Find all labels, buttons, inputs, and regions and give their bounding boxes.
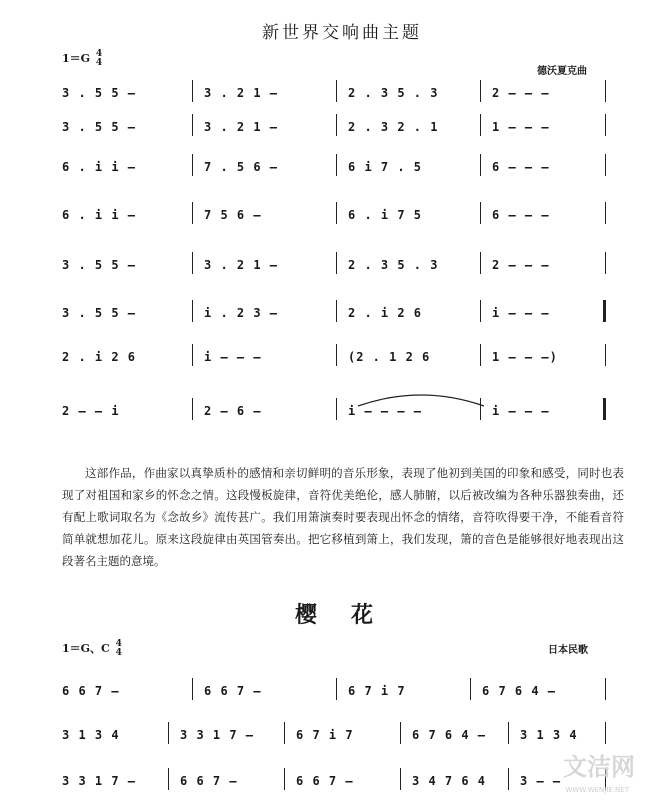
- barline: [336, 154, 337, 176]
- time-signature: 4 4: [95, 49, 103, 68]
- barline: [284, 722, 285, 744]
- measure-notes: 6 6 7 –: [296, 774, 354, 788]
- measure-notes: 6 . i i –: [62, 160, 137, 174]
- measure-notes: 3 – –: [520, 774, 562, 788]
- measure-notes: 3 3 1 7 –: [62, 774, 137, 788]
- barline: [336, 252, 337, 274]
- measure-notes: 2 . 3 5 . 3: [348, 258, 439, 272]
- piece-title: 新世界交响曲主题: [262, 23, 422, 43]
- measure-notes: 2 – – –: [492, 86, 550, 100]
- barline-end: [605, 344, 606, 366]
- barline: [168, 768, 169, 790]
- measure-notes: 2 . 3 2 . 1: [348, 120, 439, 134]
- barline: [508, 768, 509, 790]
- piece-title-2: 樱花: [295, 602, 408, 628]
- measure-notes: 6 6 7 –: [62, 684, 120, 698]
- slur-arc: [356, 390, 486, 408]
- measure-notes: 1 – – –: [492, 120, 550, 134]
- score-row: [52, 766, 606, 796]
- score-row: [52, 78, 606, 108]
- measure-notes: 2 – – i: [62, 404, 120, 418]
- key-signature-2: [62, 640, 122, 658]
- measure-notes: 6 – – –: [492, 208, 550, 222]
- score-row: [52, 342, 606, 372]
- barline-end: [605, 678, 606, 700]
- score-row: [52, 720, 606, 750]
- measure-notes: 3 1 3 4: [62, 728, 120, 742]
- barline: [480, 300, 481, 322]
- barline-end: [605, 252, 606, 274]
- measure-notes: 3 . 5 5 –: [62, 258, 137, 272]
- barline: [336, 114, 337, 136]
- key-signature: [62, 50, 102, 68]
- commentary-text: 这部作品，作曲家以真挚质朴的感情和亲切鲜明的音乐形象，表现了他初到美国的印象和感受，同时也表现了对祖国和家乡的怀念之情。这段慢板旋律，音符优美绝伦，感人肺腑，以后被改编为各种乐器独奏曲，还有配上歌词取名为《念故乡》流传甚广。我们用箫演奏时要表现出怀念的情绪，音符吹得要干净，不能看音符简单就想加花儿。原来这段旋律由英国管奏出。把它移植到箫上，我们发现，箫的音色是能够很好地表现出这段著名主题的意境。: [62, 466, 624, 568]
- barline: [192, 678, 193, 700]
- barline: [192, 344, 193, 366]
- barline: [336, 202, 337, 224]
- barline: [480, 114, 481, 136]
- measure-notes: i – – –: [204, 350, 262, 364]
- barline: [480, 252, 481, 274]
- watermark-sub: WWW.WENJIE.NET: [565, 786, 629, 794]
- barline: [192, 114, 193, 136]
- measure-notes: 3 3 1 7 –: [180, 728, 255, 742]
- measure-notes: 6 6 7 –: [204, 684, 262, 698]
- measure-notes: 3 . 2 1 –: [204, 86, 279, 100]
- barline-end: [605, 80, 606, 102]
- score-row: [52, 396, 606, 426]
- measure-notes: i – – –: [492, 404, 550, 418]
- barline: [400, 768, 401, 790]
- score-row: [52, 298, 606, 328]
- barline: [192, 252, 193, 274]
- barline: [400, 722, 401, 744]
- composer-credit-2: 日本民歌: [548, 645, 588, 656]
- barline: [480, 202, 481, 224]
- barline: [192, 398, 193, 420]
- barline: [480, 344, 481, 366]
- measure-notes: 2 . 3 5 . 3: [348, 86, 439, 100]
- measure-notes: 3 . 5 5 –: [62, 120, 137, 134]
- barline: [336, 80, 337, 102]
- key-text-2: 1＝G、C: [62, 642, 110, 655]
- measure-notes: 6 . i i –: [62, 208, 137, 222]
- score-row: [52, 676, 606, 706]
- barline-end: [605, 114, 606, 136]
- barline: [336, 344, 337, 366]
- measure-notes: 2 . i 2 6: [348, 306, 423, 320]
- key-text: 1＝G: [62, 52, 91, 65]
- barline: [192, 202, 193, 224]
- measure-notes: 3 . 2 1 –: [204, 258, 279, 272]
- measure-notes: 3 1 3 4: [520, 728, 578, 742]
- barline-end: [603, 398, 606, 420]
- time-signature-2: 4 4: [115, 639, 122, 658]
- barline-end: [605, 154, 606, 176]
- barline: [336, 300, 337, 322]
- measure-notes: 3 . 2 1 –: [204, 120, 279, 134]
- barline: [284, 768, 285, 790]
- measure-notes: 3 4 7 6 4: [412, 774, 487, 788]
- barline-end: [603, 300, 606, 322]
- barline-end: [605, 722, 606, 744]
- measure-notes: 7 . 5 6 –: [204, 160, 279, 174]
- measure-notes: 6 i 7 . 5: [348, 160, 423, 174]
- measure-notes: 6 – – –: [492, 160, 550, 174]
- barline: [508, 722, 509, 744]
- score-row: [52, 112, 606, 142]
- measure-notes: i . 2 3 –: [204, 306, 279, 320]
- measure-notes: 2 – – –: [492, 258, 550, 272]
- barline: [192, 80, 193, 102]
- measure-notes: 6 . i 7 5: [348, 208, 423, 222]
- barline: [336, 398, 337, 420]
- measure-notes: i – – –: [492, 306, 550, 320]
- measure-notes: 2 – 6 –: [204, 404, 262, 418]
- barline: [168, 722, 169, 744]
- measure-notes: 6 7 6 4 –: [412, 728, 487, 742]
- composer-credit: 德沃夏克曲: [537, 66, 587, 77]
- score-row: [52, 152, 606, 182]
- score-row: [52, 250, 606, 280]
- measure-notes: 3 . 5 5 –: [62, 306, 137, 320]
- measure-notes: 2 . i 2 6: [62, 350, 137, 364]
- barline: [192, 300, 193, 322]
- barline: [192, 154, 193, 176]
- measure-notes: 1 – – –): [492, 350, 558, 364]
- barline-end: [605, 202, 606, 224]
- barline: [480, 80, 481, 102]
- measure-notes: 6 7 6 4 –: [482, 684, 557, 698]
- barline: [336, 678, 337, 700]
- commentary-paragraph: [62, 462, 624, 572]
- measure-notes: 6 6 7 –: [180, 774, 238, 788]
- barline: [480, 154, 481, 176]
- watermark: 文洁网: [563, 753, 635, 781]
- measure-notes: 6 7 i 7: [348, 684, 406, 698]
- score-row: [52, 200, 606, 230]
- measure-notes: i – – – –: [348, 404, 423, 418]
- measure-notes: 6 7 i 7: [296, 728, 354, 742]
- measure-notes: (2 . 1 2 6: [348, 350, 431, 364]
- measure-notes: 3 . 5 5 –: [62, 86, 137, 100]
- measure-notes: 7 5 6 –: [204, 208, 262, 222]
- barline: [470, 678, 471, 700]
